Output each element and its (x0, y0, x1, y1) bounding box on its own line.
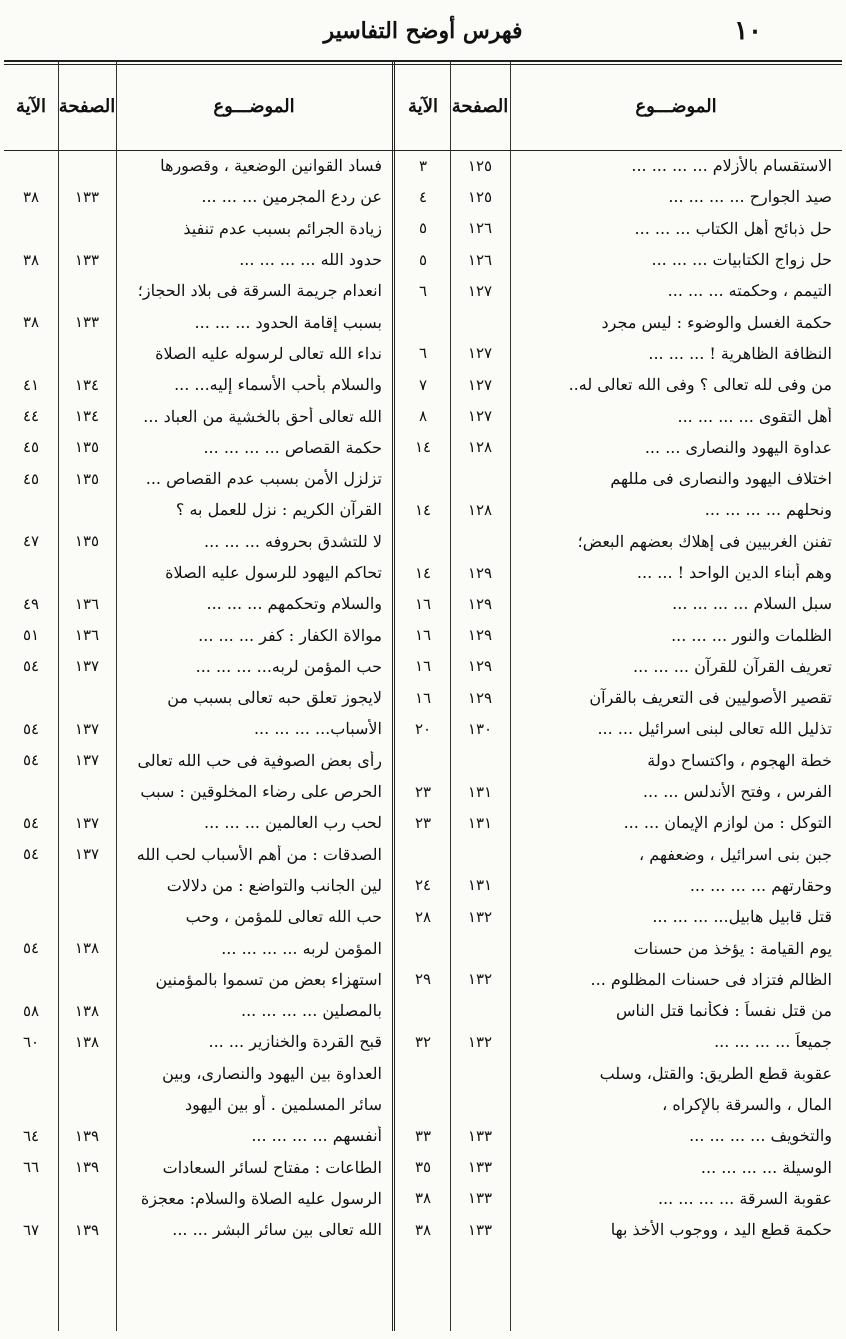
entry-page: ١٢٨ (467, 438, 493, 457)
entry-topic: حل زواج الكتابيات ... ... ... (651, 250, 832, 270)
entry-verse: ٣ (418, 156, 428, 175)
entry-verse: ١٤ (414, 500, 432, 519)
entry-page: ١٢٩ (467, 626, 493, 645)
index-entry-row (396, 1152, 842, 1183)
index-entry-row (4, 1183, 392, 1214)
entry-topic: الظلمات والنور ... ... ... (671, 625, 832, 645)
entry-topic: عقوبة قطع الطريق: والقتل، وسلب (599, 1063, 832, 1083)
entry-verse: ٦٦ (22, 1158, 40, 1177)
entry-topic: تذليل الله تعالى لبنى اسرائيل ... ... (597, 719, 832, 739)
entry-topic: سبل السلام ... ... ... ... (672, 594, 832, 614)
index-entry-row (4, 526, 392, 557)
entry-page: ١٢٨ (467, 500, 493, 519)
table-divider (392, 62, 395, 1331)
entry-verse: ٧ (418, 375, 428, 394)
entry-page: ١٢٦ (467, 250, 493, 269)
index-entry-row (4, 338, 392, 369)
entry-page: ١٢٧ (467, 407, 493, 426)
entry-page: ١٣٣ (467, 1220, 493, 1239)
index-entry-row (396, 244, 842, 275)
entry-topic: لا للتشدق بحروفه ... ... ... (204, 531, 382, 551)
right-index-table (396, 62, 842, 1245)
entry-topic: حكمة الغسل والوضوء : ليس مجرد (601, 312, 832, 332)
entry-verse: ٢٨ (414, 907, 432, 926)
entry-page: ١٣١ (467, 813, 493, 832)
entry-topic: قتل قابيل هابيل... ... ... ... (652, 907, 832, 927)
entry-verse: ٢٤ (414, 876, 432, 895)
entry-verse: ٦٠ (22, 1032, 40, 1051)
entry-topic: الفرس ، وفتح الأندلس ... ... (642, 782, 832, 802)
index-entry-row (396, 557, 842, 588)
index-entry-row (396, 1120, 842, 1151)
index-entry-row (4, 839, 392, 870)
entry-topic: العداوة بين اليهود والنصارى، وبين (162, 1063, 382, 1083)
index-entry-row (4, 275, 392, 306)
entry-verse: ١٦ (414, 657, 432, 676)
entry-verse: ٤٧ (22, 532, 40, 551)
entry-topic: موالاة الكفار : كفر ... ... ... (198, 625, 382, 645)
left-table-body (4, 150, 392, 1245)
entry-topic: الله تعالى بين سائر البشر ... ... (172, 1220, 382, 1240)
entry-topic: جبن بنى اسرائيل ، وضعفهم ، (639, 844, 832, 864)
entry-topic: التوكل : من لوازم الإيمان ... ... (623, 813, 832, 833)
entry-verse: ٣٥ (414, 1158, 432, 1177)
index-entry-row (396, 870, 842, 901)
entry-page: ١٢٩ (467, 594, 493, 613)
index-entry-row (4, 1120, 392, 1151)
index-entry-row (4, 181, 392, 212)
entry-page: ١٣٤ (74, 407, 100, 426)
entry-topic: حكمة القصاص ... ... ... ... (203, 437, 382, 457)
entry-topic: التيمم ، وحكمته ... ... ... (667, 281, 832, 301)
index-entry-row (396, 995, 842, 1026)
entry-topic: الطاعات : مفتاح لسائر السعادات (162, 1157, 382, 1177)
index-entry-row (4, 1058, 392, 1089)
entry-page: ١٣٢ (467, 907, 493, 926)
verse-column-header: الآية (408, 95, 438, 117)
index-entry-row (4, 901, 392, 932)
page-column-header: الصفحة (58, 95, 116, 117)
index-entry-row (4, 745, 392, 776)
entry-verse: ٦٤ (22, 1126, 40, 1145)
entry-topic: الأسباب... ... ... ... (253, 719, 382, 739)
entry-verse: ٣٨ (22, 187, 40, 206)
entry-topic: حل ذبائح أهل الكتاب ... ... ... (634, 218, 832, 238)
index-entry-row (4, 588, 392, 619)
left-index-table (4, 62, 392, 1245)
entry-topic: الاستقسام بالأزلام ... ... ... ... (631, 156, 832, 176)
index-entry-row (396, 901, 842, 932)
entry-topic: انعدام جريمة السرقة فى بلاد الحجاز؛ (137, 281, 382, 301)
topic-column-header: الموضـــوع (635, 95, 717, 117)
entry-topic: أهل التقوى ... ... ... ... (677, 406, 832, 426)
entry-verse: ٥٤ (22, 845, 40, 864)
index-entry-row (396, 463, 842, 494)
index-entry-row (396, 275, 842, 306)
index-entry-row (396, 682, 842, 713)
topic-column-header: الموضـــوع (213, 95, 295, 117)
entry-topic: استهزاء بعض من تسموا بالمؤمنين (155, 969, 382, 989)
entry-topic: جميعاً ... ... ... ... (714, 1032, 832, 1052)
index-entry-row (4, 400, 392, 431)
index-entry-row (4, 432, 392, 463)
entry-verse: ١٤ (414, 438, 432, 457)
entry-topic: تحاكم اليهود للرسول عليه الصلاة (165, 563, 382, 582)
entry-page: ١٣٩ (74, 1158, 100, 1177)
index-entry-row (396, 964, 842, 995)
entry-page: ١٣٨ (74, 939, 100, 958)
entry-page: ١٢٩ (467, 563, 493, 582)
entry-verse: ٦ (418, 344, 428, 363)
entry-page: ١٣٩ (74, 1220, 100, 1239)
index-entry-row (4, 1214, 392, 1245)
entry-verse: ٤ (418, 187, 428, 206)
entry-topic: اختلاف اليهود والنصارى فى مللهم (610, 469, 832, 489)
entry-verse: ٥٤ (22, 813, 40, 832)
index-entry-row (396, 839, 842, 870)
index-entry-row (4, 713, 392, 744)
entry-topic: تقصير الأصوليين فى التعريف بالقرآن (589, 688, 832, 708)
entry-page: ١٢٧ (467, 375, 493, 394)
entry-verse: ١٦ (414, 688, 432, 707)
entry-topic: زيادة الجرائم بسبب عدم تنفيذ (183, 218, 382, 238)
page-column-header: الصفحة (451, 95, 509, 117)
entry-verse: ٣٨ (414, 1220, 432, 1239)
entry-topic: المال ، والسرقة بالإكراه ، (662, 1095, 832, 1115)
entry-page: ١٢٦ (467, 219, 493, 238)
index-entry-row (4, 1026, 392, 1057)
entry-verse: ٥٤ (22, 939, 40, 958)
index-entry-row (396, 181, 842, 212)
index-entry-row (396, 651, 842, 682)
index-entry-row (4, 150, 392, 181)
index-entry-row (4, 213, 392, 244)
entry-topic: نداء الله تعالى لرسوله عليه الصلاة (155, 343, 382, 363)
entry-topic: فساد القوانين الوضعية ، وقصورها (160, 156, 382, 176)
entry-page: ١٢٥ (467, 156, 493, 175)
entry-page: ١٣٥ (74, 438, 100, 457)
entry-page: ١٣٤ (74, 375, 100, 394)
entry-verse: ٣٢ (414, 1032, 432, 1051)
index-entry-row (396, 1026, 842, 1057)
index-entry-row (4, 651, 392, 682)
entry-topic: خطة الهجوم ، واكتساح دولة (647, 750, 832, 770)
index-entry-row (396, 526, 842, 557)
entry-verse: ٤٩ (22, 594, 40, 613)
entry-page: ١٣٢ (467, 970, 493, 989)
entry-topic: سائر المسلمين . أو بين اليهود (184, 1095, 382, 1115)
entry-page: ١٣٥ (74, 532, 100, 551)
entry-verse: ٥ (418, 219, 428, 238)
entry-topic: أنفسهم ... ... ... ... (251, 1126, 382, 1146)
index-entry-row (396, 588, 842, 619)
entry-topic: حب المؤمن لربه... ... ... ... (195, 656, 382, 676)
entry-verse: ٥٤ (22, 751, 40, 770)
entry-page: ١٣٦ (74, 594, 100, 613)
index-entry-row (396, 400, 842, 431)
entry-topic: من قتل نفساً : فكأنما قتل الناس (615, 1001, 832, 1021)
entry-page: ١٣٨ (74, 1032, 100, 1051)
index-entry-row (396, 807, 842, 838)
index-entry-row (396, 1089, 842, 1120)
entry-verse: ٥١ (22, 626, 40, 645)
entry-topic: النظافة الظاهرية ! ... ... ... (648, 343, 832, 363)
entry-page: ١٣٢ (467, 1032, 493, 1051)
index-entry-row (396, 745, 842, 776)
entry-topic: لحب رب العالمين ... ... ... (204, 813, 382, 833)
entry-page: ١٢٧ (467, 344, 493, 363)
entry-topic: لين الجانب والتواضع : من دلالات (166, 875, 382, 895)
entry-topic: تفنن الغربيين فى إهلاك بعضهم البعض؛ (577, 531, 832, 551)
index-entry-row (4, 995, 392, 1026)
entry-topic: عن ردع المجرمين ... ... ... (201, 187, 382, 207)
entry-page: ١٣٧ (74, 751, 100, 770)
entry-page: ١٣٦ (74, 626, 100, 645)
entry-page: ١٣٣ (467, 1158, 493, 1177)
index-entry-row (396, 1214, 842, 1245)
entry-topic: قبح القردة والخنازير ... ... (208, 1032, 382, 1052)
entry-verse: ٣٨ (22, 313, 40, 332)
entry-topic: الظالم فتزاد فى حسنات المظلوم ... (590, 969, 832, 989)
index-entry-row (4, 807, 392, 838)
page-number: ١٠ (734, 16, 762, 46)
index-entry-row (4, 1089, 392, 1120)
entry-topic: وهم أبناء الدين الواحد ! ... ... (636, 563, 832, 582)
entry-page: ١٣٧ (74, 813, 100, 832)
entry-page: ١٣١ (467, 876, 493, 895)
entry-verse: ١٤ (414, 563, 432, 582)
index-entry-row (4, 964, 392, 995)
entry-verse: ٤٤ (22, 407, 40, 426)
index-entry-row (4, 463, 392, 494)
index-entry-row (4, 619, 392, 650)
entry-topic: الصدقات : من أهم الأسباب لحب الله (136, 844, 382, 864)
index-entry-row (396, 494, 842, 525)
index-entry-row (4, 776, 392, 807)
entry-page: ١٣٣ (467, 1126, 493, 1145)
index-entry-row (396, 1183, 842, 1214)
index-entry-row (396, 306, 842, 337)
index-entry-row (396, 432, 842, 463)
entry-verse: ٢٠ (414, 719, 432, 738)
index-entry-row (4, 557, 392, 588)
page-header (0, 14, 846, 54)
entry-topic: الله تعالى أحق بالخشية من العباد ... (143, 406, 382, 426)
entry-topic: لايجوز تعلق حبه تعالى بسبب من (167, 688, 382, 708)
index-entry-row (396, 338, 842, 369)
entry-page: ١٣٧ (74, 719, 100, 738)
index-entry-row (4, 306, 392, 337)
entry-topic: حكمة قطع اليد ، ووجوب الأخذ بها (610, 1220, 832, 1240)
left-table-header (4, 62, 392, 150)
entry-topic: ونحلهم ... ... ... ... (704, 500, 832, 520)
entry-verse: ٣٣ (414, 1126, 432, 1145)
entry-topic: حب الله تعالى للمؤمن ، وحب (185, 907, 382, 927)
verse-column-header: الآية (16, 95, 46, 117)
entry-topic: تزلزل الأمن بسبب عدم القصاص ... (145, 469, 382, 489)
entry-verse: ٦ (418, 281, 428, 300)
entry-page: ١٢٩ (467, 688, 493, 707)
index-entry-row (4, 1152, 392, 1183)
entry-topic: تعريف القرآن للقرآن ... ... ... (633, 656, 832, 676)
entry-verse: ٢٣ (414, 782, 432, 801)
entry-verse: ٨ (418, 407, 428, 426)
entry-topic: الحرص على رضاء المخلوقين : سبب (140, 782, 382, 802)
index-entry-row (4, 682, 392, 713)
entry-page: ١٣٧ (74, 845, 100, 864)
entry-page: ١٣٨ (74, 1001, 100, 1020)
entry-verse: ٦٧ (22, 1220, 40, 1239)
entry-page: ١٢٥ (467, 187, 493, 206)
right-table-body (396, 150, 842, 1245)
entry-verse: ٣٨ (22, 250, 40, 269)
entry-verse: ٣٨ (414, 1189, 432, 1208)
entry-page: ١٣٩ (74, 1126, 100, 1145)
entry-topic: حدود الله ... ... ... ... (239, 250, 382, 270)
entry-verse: ٤٥ (22, 469, 40, 488)
entry-verse: ٢٩ (414, 970, 432, 989)
entry-topic: وحقارتهم ... ... ... ... (689, 875, 832, 895)
entry-topic: والسلام وتحكمهم ... ... ... (206, 594, 382, 614)
entry-verse: ٤١ (22, 375, 40, 394)
index-entry-row (396, 1058, 842, 1089)
entry-verse: ٥ (418, 250, 428, 269)
index-entry-row (4, 932, 392, 963)
entry-topic: بسبب إقامة الحدود ... ... ... (194, 312, 382, 332)
index-entry-row (4, 369, 392, 400)
index-entry-row (4, 870, 392, 901)
entry-topic: الوسيلة ... ... ... ... (700, 1157, 832, 1177)
entry-verse: ٤٥ (22, 438, 40, 457)
entry-topic: يوم القيامة : يؤخذ من حسنات (633, 938, 832, 958)
entry-page: ١٣٧ (74, 657, 100, 676)
entry-page: ١٣٥ (74, 469, 100, 488)
entry-verse: ٥٤ (22, 719, 40, 738)
entry-topic: والسلام بأحب الأسماء إليه... ... (174, 375, 382, 395)
index-entry-row (396, 619, 842, 650)
entry-verse: ٢٣ (414, 813, 432, 832)
entry-topic: والتخويف ... ... ... ... (689, 1126, 832, 1146)
page-title: فهرس أوضح التفاسير (323, 18, 523, 44)
entry-topic: عداوة اليهود والنصارى ... ... (644, 437, 832, 457)
entry-page: ١٣٣ (74, 313, 100, 332)
index-entry-row (396, 369, 842, 400)
entry-verse: ٥٤ (22, 657, 40, 676)
entry-page: ١٣٣ (74, 187, 100, 206)
entry-topic: الرسول عليه الصلاة والسلام: معجزة (140, 1188, 382, 1208)
entry-topic: القرآن الكريم : نزل للعمل به ؟ (175, 500, 382, 520)
index-entry-row (396, 213, 842, 244)
index-entry-row (396, 932, 842, 963)
entry-page: ١٣٠ (467, 719, 493, 738)
right-table-header (396, 62, 842, 150)
entry-topic: صيد الجوارح ... ... ... ... (668, 187, 832, 207)
entry-page: ١٣١ (467, 782, 493, 801)
entry-topic: المؤمن لربه ... ... ... ... (221, 938, 382, 958)
index-entry-row (396, 713, 842, 744)
entry-page: ١٣٣ (74, 250, 100, 269)
entry-verse: ١٦ (414, 594, 432, 613)
entry-page: ١٢٧ (467, 281, 493, 300)
index-entry-row (4, 494, 392, 525)
entry-page: ١٣٣ (467, 1189, 493, 1208)
entry-topic: عقوبة السرقة ... ... ... ... (657, 1188, 832, 1208)
entry-page: ١٢٩ (467, 657, 493, 676)
entry-verse: ١٦ (414, 626, 432, 645)
entry-topic: رأى بعض الصوفية فى حب الله تعالى (137, 750, 382, 770)
index-entry-row (396, 776, 842, 807)
index-entry-row (396, 150, 842, 181)
index-entry-row (4, 244, 392, 275)
entry-verse: ٥٨ (22, 1001, 40, 1020)
entry-topic: من وفى لله تعالى ؟ وفى الله تعالى له.. (568, 375, 832, 395)
entry-topic: بالمصلين ... ... ... ... (240, 1001, 382, 1021)
